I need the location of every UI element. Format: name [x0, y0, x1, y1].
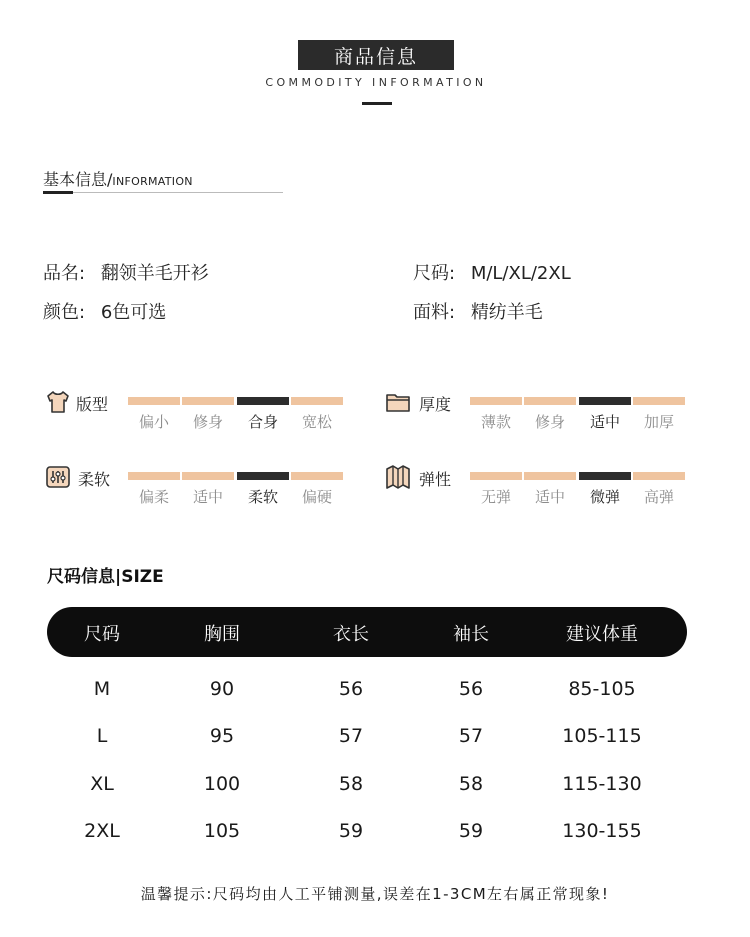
attr-label-fit: 版型	[76, 395, 109, 414]
fit-scale-segment	[128, 397, 180, 405]
column-header-size: 尺码	[84, 624, 120, 645]
softness-icon	[44, 463, 72, 491]
table-cell: M	[93, 678, 111, 700]
thickness-scale-segment	[524, 397, 576, 405]
basic-info-heading	[43, 167, 193, 190]
attr-label-softness: 柔软	[78, 470, 111, 489]
softness-scale-segment	[128, 472, 180, 480]
softness-option: 偏柔	[138, 488, 169, 506]
product-size-value: M/L/XL/2XL	[470, 263, 571, 284]
softness-option: 适中	[192, 488, 223, 506]
table-cell: 56	[458, 678, 484, 700]
table-cell: 58	[338, 773, 364, 795]
product-color-value: 6色可选	[100, 302, 167, 323]
table-cell: 130-155	[562, 820, 642, 842]
table-cell: 85-105	[568, 678, 636, 700]
fit-option-selected: 合身	[247, 413, 278, 431]
column-header-length: 衣长	[333, 624, 369, 645]
table-cell: 115-130	[562, 773, 642, 795]
attr-label-thickness: 厚度	[419, 395, 452, 414]
table-cell: 105-115	[562, 725, 642, 747]
product-name-value: 翻领羊毛开衫	[100, 263, 209, 284]
table-cell: 57	[458, 725, 484, 747]
softness-scale-segment-selected	[237, 472, 289, 480]
product-fabric-value: 精纺羊毛	[470, 302, 543, 323]
section-divider-accent	[43, 191, 73, 194]
basic-info-heading-en: INFORMATION	[112, 175, 193, 188]
column-header-weight: 建议体重	[566, 624, 638, 645]
thickness-option: 薄款	[480, 413, 511, 431]
tshirt-icon	[44, 388, 72, 416]
softness-scale-segment	[291, 472, 343, 480]
table-cell: XL	[90, 773, 114, 795]
product-name-label: 品名:	[43, 263, 86, 284]
softness-option-selected: 柔软	[247, 488, 278, 506]
attr-label-elasticity: 弹性	[419, 470, 452, 489]
table-cell: 58	[458, 773, 484, 795]
product-size	[413, 259, 571, 285]
table-cell: 95	[209, 725, 235, 747]
table-cell: 57	[338, 725, 364, 747]
table-cell: 105	[203, 820, 241, 842]
product-fabric	[413, 298, 543, 324]
thickness-scale-segment	[470, 397, 522, 405]
elasticity-option: 适中	[534, 488, 565, 506]
elasticity-option: 无弹	[480, 488, 511, 506]
softness-option: 偏硬	[301, 488, 332, 506]
title-underline	[362, 102, 392, 105]
folder-icon	[384, 388, 412, 416]
fit-scale-segment	[182, 397, 234, 405]
measurement-note: 温馨提示:尺码均由人工平铺测量,误差在1-3CM左右属正常现象!	[140, 885, 610, 903]
product-name	[43, 259, 209, 285]
table-cell: 59	[338, 820, 364, 842]
table-cell: 56	[338, 678, 364, 700]
product-size-label: 尺码:	[413, 263, 456, 284]
thickness-option: 加厚	[643, 413, 674, 431]
softness-scale-segment	[182, 472, 234, 480]
elasticity-option-selected: 微弹	[589, 488, 620, 506]
fit-scale-segment	[291, 397, 343, 405]
page-title: 商品信息	[298, 40, 454, 70]
table-cell: 2XL	[84, 820, 120, 842]
table-cell: 59	[458, 820, 484, 842]
elasticity-scale-segment	[633, 472, 685, 480]
table-cell: 100	[203, 773, 241, 795]
page-subtitle: COMMODITY INFORMATION	[265, 76, 487, 89]
basic-info-heading-cn: 基本信息/	[43, 170, 113, 189]
elasticity-scale-segment-selected	[579, 472, 631, 480]
section-divider	[43, 192, 283, 193]
size-info-heading: 尺码信息|SIZE	[47, 567, 164, 587]
column-header-sleeve: 袖长	[453, 624, 489, 645]
elasticity-scale-segment	[524, 472, 576, 480]
product-color-label: 颜色:	[43, 302, 86, 323]
fit-option: 修身	[192, 413, 223, 431]
fit-option: 偏小	[138, 413, 169, 431]
elastic-icon	[384, 463, 412, 491]
thickness-scale-segment	[633, 397, 685, 405]
table-cell: L	[96, 725, 108, 747]
elasticity-option: 高弹	[643, 488, 674, 506]
fit-scale-segment-selected	[237, 397, 289, 405]
product-fabric-label: 面料:	[413, 302, 456, 323]
thickness-option-selected: 适中	[589, 413, 620, 431]
fit-option: 宽松	[301, 413, 332, 431]
table-cell: 90	[209, 678, 235, 700]
elasticity-scale-segment	[470, 472, 522, 480]
product-color	[43, 298, 166, 324]
thickness-option: 修身	[534, 413, 565, 431]
column-header-chest: 胸围	[204, 624, 240, 645]
thickness-scale-segment-selected	[579, 397, 631, 405]
